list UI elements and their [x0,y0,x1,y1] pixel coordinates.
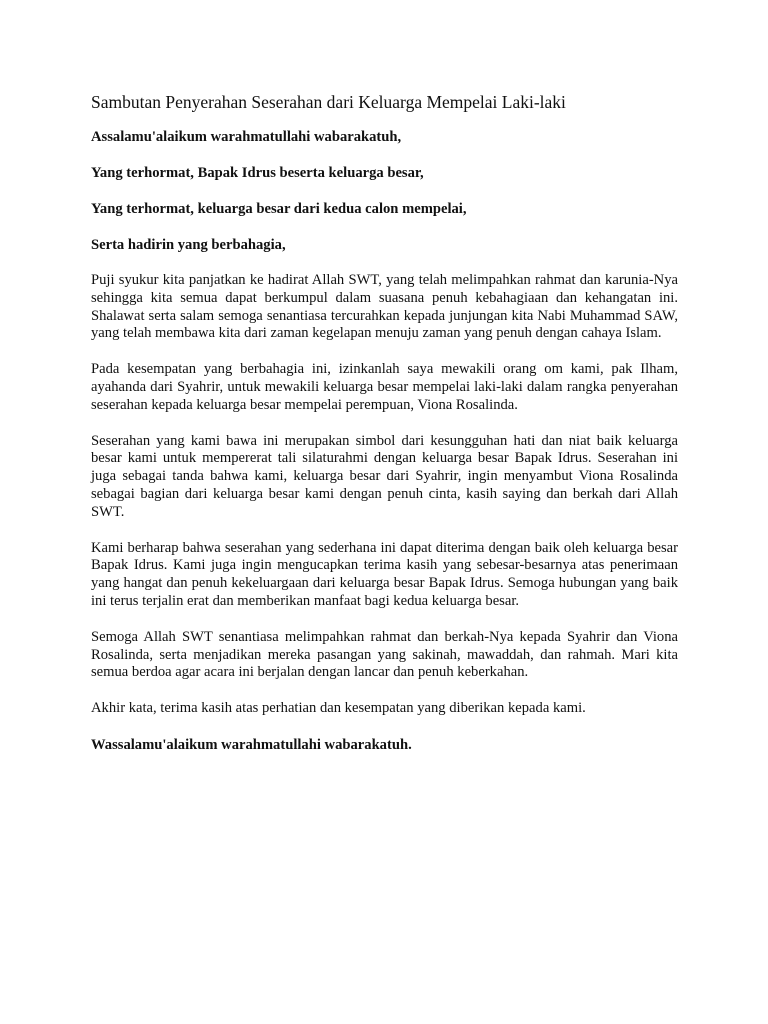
greeting-hadirin: Serta hadirin yang berbahagia, [91,237,286,253]
document-title: Sambutan Penyerahan Seserahan dari Keluarga Mempelai Laki-laki [91,92,566,112]
paragraph-harapan: Kami berharap bahwa seserahan yang sederhana ini dapat diterima dengan baik oleh keluarga besar Bapak Idrus. Kami juga ingin mengucapkan terima kasih yang sebesar-besarnya atas penerimaan yang hangat dan penuh kekeluargaan dari keluarga besar Bapak Idrus. Semoga hubungan yang baik ini terus terjalin erat dan memberikan manfaat bagi kedua keluarga besar. [91,539,678,609]
greeting-salam: Assalamu'alaikum warahmatullahi wabarakatuh, [91,129,402,145]
document-page [91,90,678,754]
greeting-bapak-idrus: Yang terhormat, Bapak Idrus beserta keluarga besar, [91,165,424,181]
greeting-keluarga-besar: Yang terhormat, keluarga besar dari kedua calon mempelai, [91,201,467,217]
paragraph-makna-seserahan: Seserahan yang kami bawa ini merupakan simbol dari kesungguhan hati dan niat baik keluarga besar kami untuk mempererat tali silaturahmi dengan keluarga besar Bapak Idrus. Seserahan ini juga sebagai tanda bahwa kami, keluarga besar dari Syahrir, ingin menyambut Viona Rosalinda sebagai bagian dari keluarga besar kami dengan penuh cinta, kasih saying dan berkah dari Allah SWT. [91,432,678,520]
paragraph-pembuka: Puji syukur kita panjatkan ke hadirat Allah SWT, yang telah melimpahkan rahmat dan karunia-Nya sehingga kita semua dapat berkumpul dalam suasana penuh kebahagiaan dan kehangatan ini. Shalawat serta salam semoga senantiasa tercurahkan kepada junjungan kita Nabi Muhammad SAW, yang telah membawa kita dari zaman kegelapan menuju zaman yang penuh dengan cahaya Islam. [91,272,678,342]
paragraph-akhir-kata: Akhir kata, terima kasih atas perhatian dan kesempatan yang diberikan kepada kami. [91,700,586,717]
paragraph-doa: Semoga Allah SWT senantiasa melimpahkan rahmat dan berkah-Nya kepada Syahrir dan Viona Rosalinda, serta menjadikan mereka pasangan yang sakinah, mawaddah, dan rahmah. Mari kita semua berdoa agar acara ini berjalan dengan lancar dan penuh keberkahan. [91,628,678,681]
paragraph-perwakilan: Pada kesempatan yang berbahagia ini, izinkanlah saya mewakili orang om kami, pak Ilham, ayahanda dari Syahrir, untuk mewakili keluarga besar mempelai laki-laki dalam rangka penyerahan seserahan kepada keluarga besar mempelai perempuan, Viona Rosalinda. [91,361,678,413]
closing-salam: Wassalamu'alaikum warahmatullahi wabarakatuh. [91,736,412,753]
